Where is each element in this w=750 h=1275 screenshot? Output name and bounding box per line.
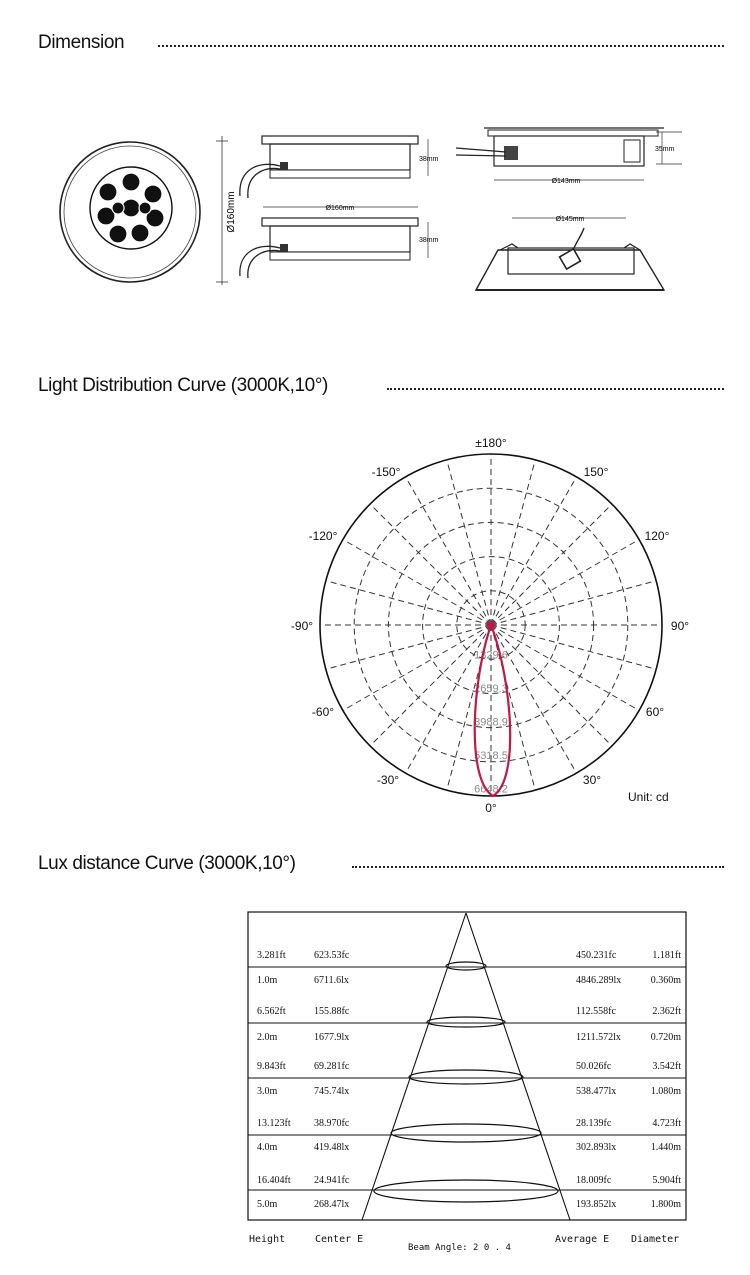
lux-height-m: 3.0m	[257, 1086, 278, 1097]
lux-center-fc: 69.281fc	[314, 1061, 350, 1072]
polar-spoke	[370, 625, 491, 746]
lux-diameter-ft: 2.362ft	[652, 1006, 681, 1017]
polar-ring-value: 5318.5	[474, 750, 508, 763]
footer-average: Average E	[555, 1234, 610, 1245]
lux-height-ft: 3.281ft	[257, 950, 286, 961]
lux-center-fc: 623.53fc	[314, 950, 350, 961]
lux-distance-diagram	[0, 890, 750, 1275]
polar-spoke	[447, 460, 491, 625]
polar-ring-value: 1329.6	[474, 649, 508, 662]
polar-spoke	[491, 540, 639, 626]
angle-label-30: 30°	[582, 773, 602, 787]
polar-spoke	[491, 625, 639, 711]
unit-label: Unit: cd	[628, 790, 669, 804]
lux-diameter-ft: 3.542ft	[652, 1061, 681, 1072]
section-height-label: 35mm	[655, 146, 675, 153]
angle-label-60: 60°	[645, 705, 665, 719]
side-bottom-height-label: 38mm	[419, 237, 439, 244]
lux-distance-heading-leader	[352, 866, 724, 868]
polar-spoke	[370, 504, 491, 625]
polar-spoke	[326, 581, 491, 625]
polar-spoke	[491, 504, 612, 625]
angle-label-90: 90°	[670, 619, 690, 633]
lux-average-fc: 28.139fc	[576, 1118, 612, 1129]
lux-diameter-m: 1.080m	[650, 1086, 681, 1097]
front-view	[60, 136, 237, 285]
lux-height-ft: 16.404ft	[257, 1175, 291, 1186]
lux-center-lx: 745.74lx	[314, 1086, 350, 1097]
lux-average-lx: 1211.572lx	[576, 1032, 621, 1043]
lux-distance-heading: Lux distance Curve (3000K,10°)	[38, 853, 296, 874]
side-view-top	[240, 136, 439, 198]
lux-height-m: 4.0m	[257, 1142, 278, 1153]
cutout-view	[476, 216, 664, 290]
polar-spoke	[343, 540, 491, 626]
lux-center-lx: 1677.9lx	[314, 1032, 350, 1043]
angle-label-180: ±180°	[475, 436, 507, 450]
lux-diameter-m: 0.720m	[650, 1032, 681, 1043]
lux-average-lx: 302.893lx	[576, 1142, 617, 1153]
angle-label-neg150: -150°	[371, 465, 401, 479]
lux-diameter-m: 1.800m	[650, 1199, 681, 1210]
polar-spoke	[326, 625, 491, 669]
beam-cone	[362, 913, 570, 1220]
lux-average-lx: 193.852lx	[576, 1199, 617, 1210]
polar-origin	[487, 621, 495, 629]
polar-ring-value: 3988.9	[474, 716, 508, 729]
lux-average-fc: 50.026fc	[576, 1061, 612, 1072]
dimension-drawing	[0, 0, 750, 340]
lux-center-lx: 419.48lx	[314, 1142, 350, 1153]
section-width-label: Ø143mm	[551, 178, 581, 185]
angle-label-neg30: -30°	[376, 773, 400, 787]
light-distribution-heading: Light Distribution Curve (3000K,10°)	[38, 375, 328, 396]
lux-diameter-m: 0.360m	[650, 975, 681, 986]
angle-label-neg60: -60°	[311, 705, 335, 719]
lux-height-m: 1.0m	[257, 975, 278, 986]
side-top-height-label: 38mm	[419, 156, 439, 163]
polar-ring-value: 2659.3	[474, 683, 508, 696]
light-distribution-heading-leader	[387, 388, 724, 390]
polar-spoke	[406, 477, 492, 625]
lux-height-ft: 6.562ft	[257, 1006, 286, 1017]
angle-label-neg120: -120°	[308, 529, 338, 543]
footer-height: Height	[249, 1234, 286, 1245]
angle-label-neg90: -90°	[290, 619, 314, 633]
lux-row-lines	[248, 967, 686, 1190]
angle-label-150: 150°	[583, 465, 609, 479]
lux-center-fc: 38.970fc	[314, 1118, 350, 1129]
polar-diagram	[0, 420, 750, 840]
polar-spoke	[491, 581, 656, 625]
side-view-bottom	[240, 205, 439, 278]
lux-average-fc: 18.009fc	[576, 1175, 612, 1186]
lux-height-ft: 13.123ft	[257, 1118, 291, 1129]
lux-diameter-ft: 1.181ft	[652, 950, 681, 961]
footer-center: Center E	[315, 1234, 364, 1245]
polar-spoke	[491, 460, 535, 625]
lux-average-lx: 4846.289lx	[576, 975, 622, 986]
lux-diameter-ft: 4.723ft	[652, 1118, 681, 1129]
side-bottom-width-label: Ø160mm	[325, 205, 355, 212]
lux-average-fc: 450.231fc	[576, 950, 617, 961]
dimension-heading: Dimension	[38, 32, 125, 53]
lux-diameter-m: 1.440m	[650, 1142, 681, 1153]
lux-diameter-ft: 5.904ft	[652, 1175, 681, 1186]
footer-diameter: Diameter	[631, 1234, 680, 1245]
angle-label-120: 120°	[644, 529, 670, 543]
lux-height-ft: 9.843ft	[257, 1061, 286, 1072]
lux-average-lx: 538.477lx	[576, 1086, 617, 1097]
lux-center-fc: 155.88fc	[314, 1006, 350, 1017]
lux-center-lx: 268.47lx	[314, 1199, 350, 1210]
polar-ring-value: 6648.2	[474, 783, 508, 796]
polar-spoke	[491, 625, 656, 669]
lux-center-lx: 6711.6lx	[314, 975, 349, 986]
polar-spoke	[343, 625, 491, 711]
polar-spoke	[491, 477, 577, 625]
section-view	[456, 128, 682, 185]
footer-beam-angle: Beam Angle: 2 0 . 4	[408, 1243, 511, 1253]
front-diameter-label: Ø160mm	[226, 191, 237, 233]
lux-height-m: 5.0m	[257, 1199, 278, 1210]
cutout-width-label: Ø145mm	[555, 216, 585, 223]
lux-height-m: 2.0m	[257, 1032, 278, 1043]
lux-average-fc: 112.558fc	[576, 1006, 616, 1017]
angle-label-0: 0°	[485, 801, 497, 815]
lux-center-fc: 24.941fc	[314, 1175, 350, 1186]
